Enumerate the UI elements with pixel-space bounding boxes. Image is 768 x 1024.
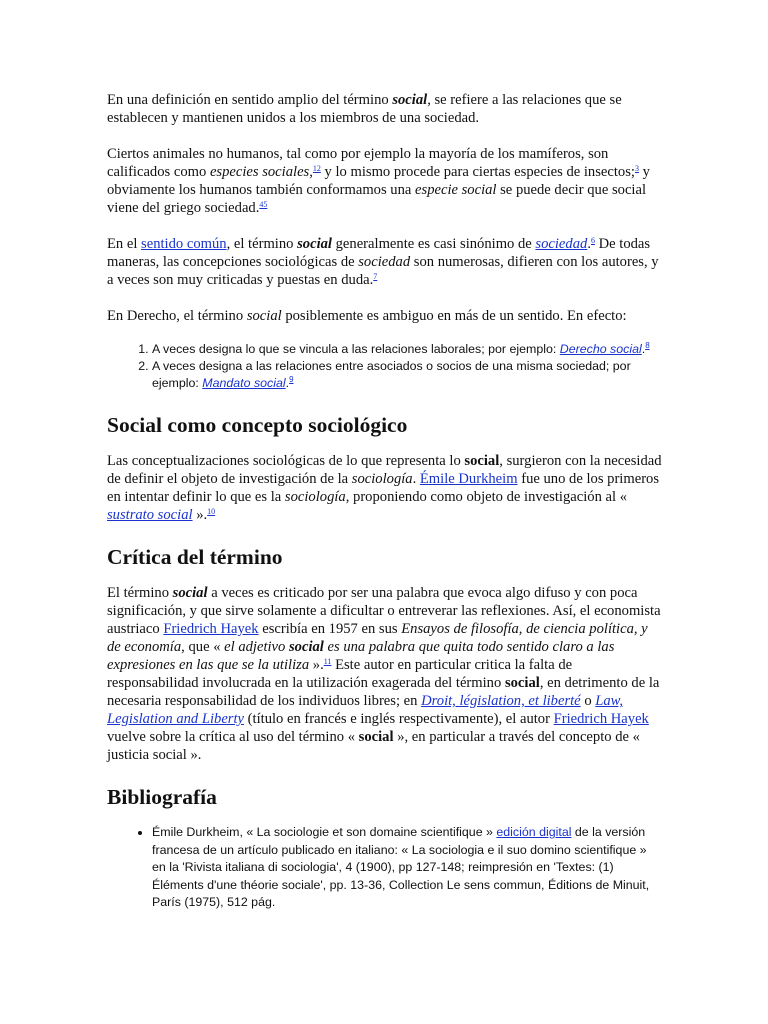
text: , surgieron con la necesidad de definir el objeto de investigación de la (107, 453, 662, 487)
heading-concepto-sociologico: Social como concepto sociológico (107, 413, 408, 437)
heading-bibliografia: Bibliografía (107, 785, 217, 809)
footnote-link[interactable]: 12 (312, 164, 321, 173)
text: son numerosas, difieren con los autores, y a veces son muy criticadas y puestas en duda. (107, 254, 659, 288)
link-sociedad[interactable]: sociedad (535, 236, 588, 252)
bold-term: social (464, 453, 500, 469)
text: , se refiere a las relaciones que se establecen y mantienen unidos a los miembros de una sociedad. (107, 92, 622, 126)
article-body (107, 91, 663, 912)
text: Las conceptualizaciones sociológicas de lo que representa lo (107, 453, 465, 469)
italic-term: especies sociales (209, 164, 310, 180)
text: En Derecho, el término (107, 308, 247, 324)
link-droit-legislation[interactable]: Droit, législation, et liberté (421, 693, 581, 709)
text: El término (107, 585, 173, 601)
text: , que « (181, 639, 225, 655)
text: Ciertos animales no humanos, tal como por ejemplo la mayoría de los mamíferos, son calificados como (107, 146, 609, 180)
text: », en particular a través del concepto de « justicia social ». (107, 729, 640, 763)
paragraph-critica (107, 584, 663, 764)
text: generalmente es casi sinónimo de (331, 236, 536, 252)
paragraph-sociologico (107, 452, 663, 524)
bibliography-list (107, 824, 663, 912)
footnote-link[interactable]: 11 (323, 657, 332, 666)
italic-term: sociología (284, 489, 346, 505)
heading-critica: Crítica del término (107, 545, 283, 569)
text: posiblemente es ambiguo en más de un sentido. En efecto: (281, 308, 627, 324)
text: o (580, 693, 596, 709)
paragraph-animales (107, 145, 663, 217)
footnote-link[interactable]: 3 (634, 164, 639, 173)
link-derecho-social[interactable]: Derecho social (559, 342, 642, 356)
link-edicion-digital[interactable]: edición digital (496, 825, 572, 839)
italic-title: Ensayos de filosofía, de ciencia política, y de economía (107, 621, 648, 655)
bold-term: social (172, 585, 208, 601)
text: Émile Durkheim, « La sociologie et son domaine scientifique » (152, 825, 497, 839)
link-emile-durkheim[interactable]: Émile Durkheim (419, 471, 518, 487)
footnote-link[interactable]: 45 (259, 200, 268, 209)
italic-quote: el adjetivo (224, 639, 289, 655)
link-friedrich-hayek[interactable]: Friedrich Hayek (163, 621, 259, 637)
footnote-link[interactable]: 6 (590, 236, 595, 245)
link-friedrich-hayek[interactable]: Friedrich Hayek (553, 711, 649, 727)
text: Este autor en particular critica la falta de responsabilidad involucrada en la utilización exagerada del término (107, 657, 573, 691)
italic-term: sociología (351, 471, 413, 487)
link-sustrato-social[interactable]: sustrato social (107, 507, 193, 523)
text: ». (309, 657, 324, 673)
list-item (152, 824, 663, 912)
text: fue uno de los primeros en intentar definir lo que es la (107, 471, 660, 505)
text: . (587, 236, 591, 252)
text: De todas maneras, las concepciones sociológicas de (107, 236, 651, 270)
italic-term: social (246, 308, 282, 324)
text: (título en francés e inglés respectivamente), el autor (244, 711, 554, 727)
footnote-link[interactable]: 7 (373, 272, 378, 281)
bold-term: social (504, 675, 540, 691)
text: , (309, 164, 313, 180)
text: a veces es criticado por ser una palabra que evoca algo difuso y con poca significación, y que sirve solamente a dificultar o entreverar las reflexiones. Así, el economista austriaco (107, 585, 661, 637)
text: A veces designa lo que se vincula a las relaciones laborales; por ejemplo: (152, 342, 560, 356)
footnote-link[interactable]: 9 (289, 375, 294, 384)
paragraph-derecho (107, 307, 663, 325)
footnote-link[interactable]: 10 (207, 507, 216, 516)
text: . (285, 376, 290, 390)
derecho-list (107, 341, 663, 392)
text: , en detrimento de la necesaria responsabilidad de los individuos libres; en (107, 675, 660, 709)
text: A veces designa a las relaciones entre asociados o socios de una misma sociedad; por ejemplo: (152, 359, 631, 390)
text: y obviamente los humanos también conformamos una (107, 164, 650, 198)
list-item (152, 358, 663, 392)
bold-term: social (392, 92, 428, 108)
text: de la versión francesa de un artículo publicado en italiano: « La sociologia e il suo domino scientifique » en la 'Rivista italiana di sociologia', 4 (1900), pp 127-148; reimpresión en 'Textes: (1) Éléments d'une théorie sociale', pp. 13-36, Collection Le sens commun, Éditions de Minuit, París (1975), 512 pág. (152, 825, 650, 909)
paragraph-definicion (107, 91, 663, 127)
link-law-legislation[interactable]: Law, Legislation and Liberty (107, 693, 623, 727)
text: En el (107, 236, 142, 252)
text: se puede decir que social viene del griego sociedad. (107, 182, 647, 216)
italic-term: sociedad (358, 254, 411, 270)
text: vuelve sobre la crítica al uso del término « (107, 729, 359, 745)
text: y lo mismo procede para ciertas especies de insectos; (320, 164, 635, 180)
paragraph-sentido-comun (107, 235, 663, 289)
text: . (412, 471, 420, 487)
text: ». (192, 507, 208, 523)
text: , proponiendo como objeto de investigación al « (345, 489, 627, 505)
text: En una definición en sentido amplio del término (107, 92, 393, 108)
text: . (641, 342, 646, 356)
bold-term: social (297, 236, 332, 252)
link-mandato-social[interactable]: Mandato social (202, 376, 286, 390)
bold-term: social (358, 729, 394, 745)
italic-quote: es una palabra que quita todo sentido claro a las expresiones en las que se la utiliza (107, 639, 615, 673)
text: , el término (226, 236, 298, 252)
bold-term: social (288, 639, 324, 655)
italic-term: especie social (415, 182, 497, 198)
text: escribía en 1957 en sus (258, 621, 402, 637)
footnote-link[interactable]: 8 (645, 341, 650, 350)
list-item (152, 341, 663, 358)
link-sentido-comun[interactable]: sentido común (141, 236, 227, 252)
